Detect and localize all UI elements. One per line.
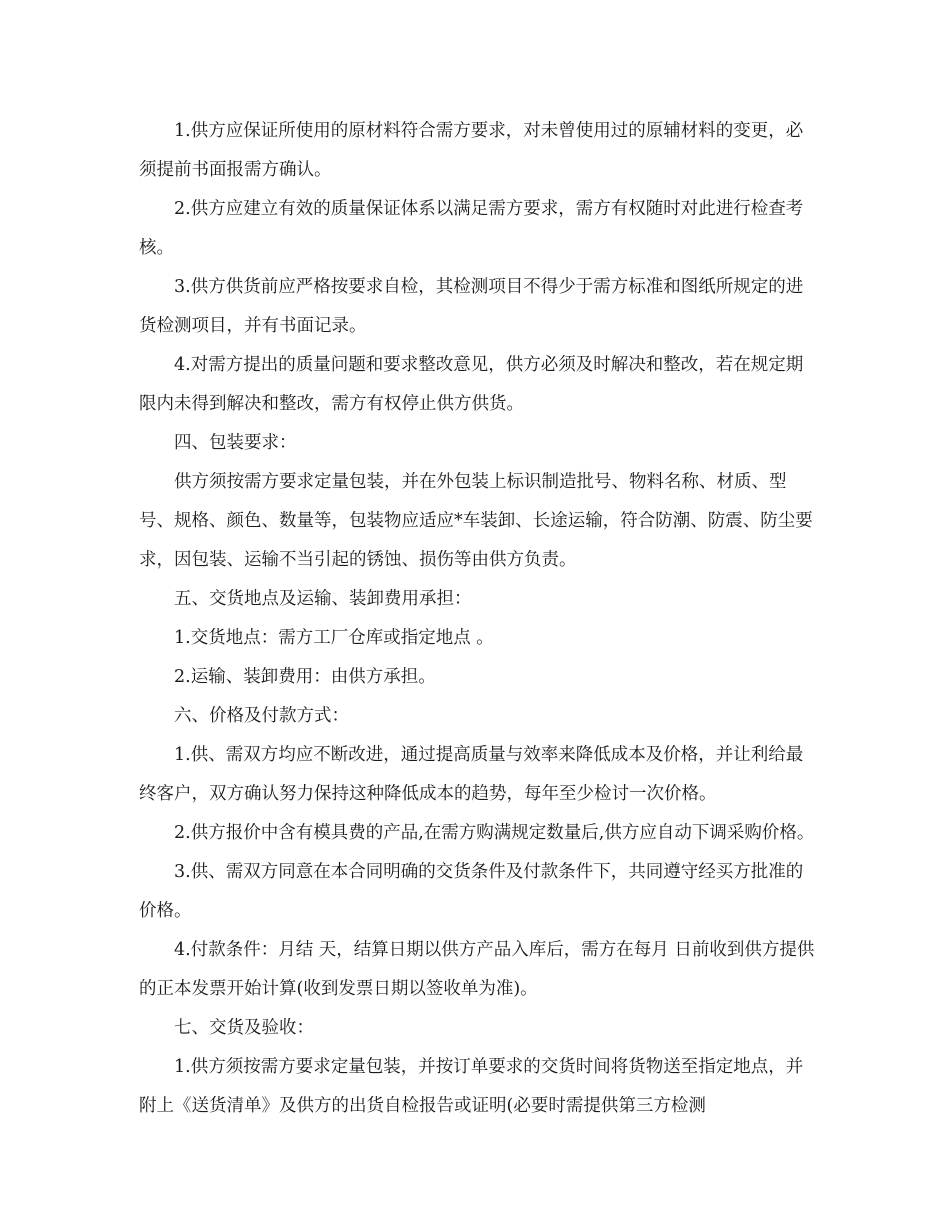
clause-quality-3: 3.供方供货前应严格按要求自检，其检测项目不得少于需方标准和图纸所规定的进货检测项目，并有书面记录。 (139, 277, 804, 336)
clause-delivery-location-1: 1.交货地点：需方工厂仓库或指定地点 。 (174, 628, 494, 648)
document-body (139, 112, 815, 1126)
clause-quality-4: 4.对需方提出的质量问题和要求整改意见，供方必须及时解决和整改，若在规定期限内未得到解决和整改，需方有权停止供方供货。 (139, 355, 804, 414)
clause-quality-1: 1.供方应保证所使用的原材料符合需方要求，对未曾使用过的原辅材料的变更，必须提前书面报需方确认。 (139, 121, 804, 180)
clause-delivery-location-2: 2.运输、装卸费用：由供方承担。 (174, 667, 436, 687)
clause-packaging: 供方须按需方要求定量包装，并在外包装上标识制造批号、物料名称、材质、型号、规格、颜色、数量等，包装物应适应*车装卸、长途运输，符合防潮、防震、防尘要求，因包装、运输不当引起的锈蚀、损伤等由供方负责。 (139, 472, 813, 570)
section-heading-packaging: 四、包装要求： (174, 433, 297, 453)
clause-price-3: 3.供、需双方同意在本合同明确的交货条件及付款条件下，共同遵守经买方批准的价格。 (139, 862, 804, 921)
clause-quality-2: 2.供方应建立有效的质量保证体系以满足需方要求，需方有权随时对此进行检查考核。 (139, 199, 804, 258)
clause-price-1: 1.供、需双方均应不断改进，通过提高质量与效率来降低成本及价格，并让利给最终客户，双方确认努力保持这种降低成本的趋势，每年至少检讨一次价格。 (139, 745, 804, 804)
clause-acceptance-1: 1.供方须按需方要求定量包装，并按订单要求的交货时间将货物送至指定地点，并附上《送货清单》及供方的出货自检报告或证明(必要时需提供第三方检测 (139, 1057, 804, 1116)
section-heading-price-payment: 六、价格及付款方式： (174, 706, 349, 726)
section-heading-delivery-acceptance: 七、交货及验收： (174, 1018, 314, 1038)
clause-price-4: 4.付款条件：月结 天，结算日期以供方产品入库后，需方在每月 日前收到供方提供的正本发票开始计算(收到发票日期以签收单为准)。 (139, 940, 815, 999)
section-heading-delivery-location: 五、交货地点及运输、装卸费用承担： (174, 589, 472, 609)
clause-price-2: 2.供方报价中含有模具费的产品,在需方购满规定数量后,供方应自动下调采购价格。 (174, 823, 815, 843)
